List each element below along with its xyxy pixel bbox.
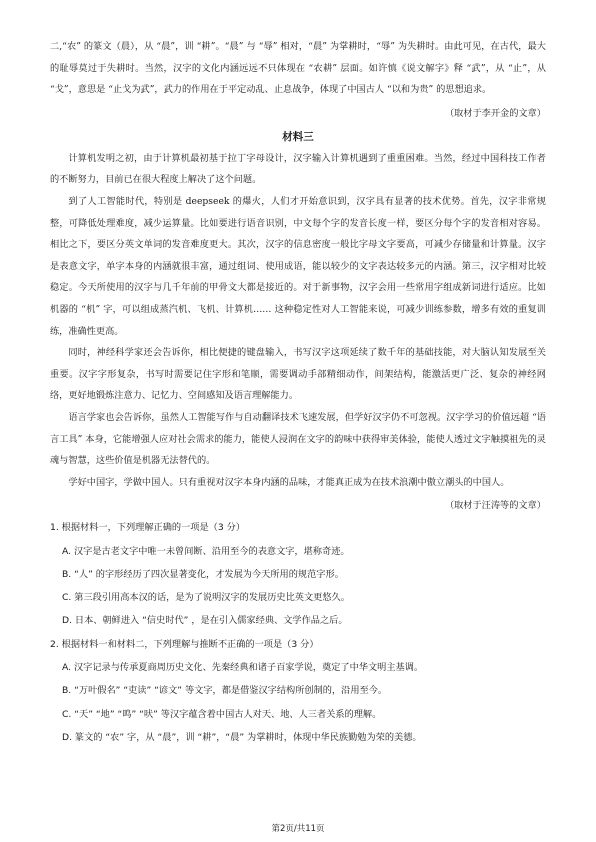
section-title: 材料三	[282, 130, 314, 143]
material3-paragraph-1: 计算机发明之初，由于计算机最初基于拉丁字母设计，汉字输入计算机遇到了重重困难。当然，经过中国科技工作者的不断努力，目前已在很大程度上解决了这个问题。	[50, 152, 546, 186]
question-stem: 2. 根据材料一和材料二，下列理解与推断不正确的一项是（3 分）	[50, 638, 319, 650]
page-number: 第2页/共11页	[271, 824, 325, 834]
option-d: D. 日本、朝鲜进入 “信史时代” ，是在引入儒家经典、文学作品之后。	[62, 615, 348, 627]
page-content	[50, 36, 546, 749]
option-d: D. 篆文的 “农” 字，从 “晨”，训 “耕”，“晨” 为掌耕时，体现中华民族勤勉为荣的美德。	[62, 731, 422, 743]
option-c: C. 第三段引用高本汉的话，是为了说明汉字的发展历史比英文更悠久。	[62, 592, 350, 604]
material3-paragraph-5: 学好中国字，学做中国人。只有重视对汉字本身内涵的品味，才能真正成为在技术浪潮中傲立潮头的中国人。	[68, 476, 510, 488]
material3-paragraph-3: 同时，神经科学家还会告诉你，相比便捷的键盘输入，书写汉字这项延续了数千年的基础技能，对大脑认知发展至关重要。汉字字形复杂，书写时需要记住字形和笔顺，需要调动手部精细动作，间架结构，能激活更广泛、复杂的神经网络，更好地锻炼注意力、记忆力、空间感知及语言理解能力。	[50, 347, 546, 402]
option-c: C. “天” “地” “鸣” “吠” 等汉字蕴含着中国古人对天、地、人三者关系的理解。	[62, 708, 382, 720]
material3-paragraph-2: 到了人工智能时代，特别是 deepseek 的爆火，人们才开始意识到，汉字具有显著的技术优势。首先，汉字非常规整，可降低处理难度，减少运算量。比如要进行语音识别，中文每个字的发音长度一样，要区分每个字的发音相对容易。相比之下，要区分英文单词的发音难度更大。其次，汉字的信息密度一般比字母文字要高，可减少存储量和计算量。汉字是表意文字，单字本身的内涵就很丰富，通过组词、使用成语，能以较少的文字表达较多元的内涵。第三，汉字相对比较稳定。今天所使用的汉字与几千年前的甲骨文大都是接近的。对于新事物，汉字会用一些常用字组成新词进行适应。比如机器的 “机” 字，可以组成蒸汽机、飞机、计算机…… 这种稳定性对人工智能来说，可减少训练参数，增多有效的重复训练，准确性更高。	[50, 195, 546, 337]
option-a: A. 汉字是古老文字中唯一未曾间断、沿用至今的表意文字，堪称奇迹。	[62, 545, 350, 557]
source-attribution-2: （取材于汪涛等的文章）	[444, 500, 546, 512]
question-stem: 1. 根据材料一，下列理解正确的一项是（3 分）	[50, 522, 246, 534]
question-2	[50, 633, 546, 749]
continued-paragraph: 二,“农” 的篆文（晨），从 “晨”，训 “耕”。“晨” 与 “辱” 相对，“晨” 为掌耕时，“辱” 为失耕时。由此可见，在古代，最大的耻辱莫过于失耕时。当然，汉字的文化内涵远远不只体现在 “农耕” 层面。如许慎《说文解字》释 “武”，从 “止”，从 “戈”，意思是 “止戈为武”，武力的作用在于平定动乱、止息战争，体现了中国古人 “以和为贵” 的思想追求。	[50, 41, 546, 96]
option-b: B. “万叶假名” “吏读” “谚文” 等文字，都是借鉴汉字结构所创制的，沿用至今。	[62, 685, 388, 697]
question-1	[50, 516, 546, 632]
source-attribution-1: （取材于李开金的文章）	[444, 107, 546, 119]
option-a: A. 汉字记录与传承夏商周历史文化、先秦经典和诸子百家学说，奠定了中华文明主基调。	[62, 662, 424, 674]
material3-paragraph-4: 语言学家也会告诉你，虽然人工智能写作与自动翻译技术飞速发展，但学好汉字仍不可忽视。汉字学习的价值远超 “语言工具” 本身，它能增强人应对社会需求的能力，能使人浸润在文字的韵味中获得审美体验，能使人透过文字触摸祖先的灵魂与智慧，这些价值是机器无法替代的。	[50, 411, 546, 467]
option-b: B. “人” 的字形经历了四次显著变化，才发展为今天所用的规范字形。	[62, 568, 344, 580]
